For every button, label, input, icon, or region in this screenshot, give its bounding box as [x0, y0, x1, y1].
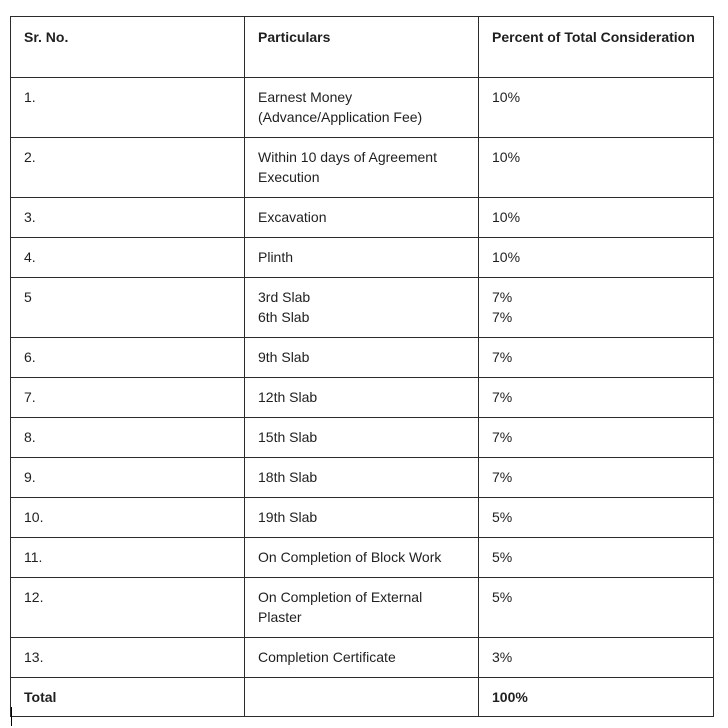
total-percent: 100% — [479, 678, 714, 717]
total-particulars — [245, 678, 479, 717]
percent-cell — [479, 638, 714, 678]
text-cursor — [11, 707, 12, 726]
percent-line: 7% — [492, 389, 513, 405]
sr-no-cell: 7. — [11, 378, 245, 418]
header-particulars: Particulars — [245, 17, 479, 78]
table-row — [11, 78, 714, 138]
particulars-cell — [245, 458, 479, 498]
particulars-cell — [245, 498, 479, 538]
header-row — [11, 17, 714, 78]
percent-cell — [479, 378, 714, 418]
percent-line: 7% — [492, 469, 513, 485]
percent-line: 10% — [492, 149, 521, 165]
percent-cell — [479, 78, 714, 138]
percent-cell — [479, 578, 714, 638]
particulars-line: 18th Slab — [258, 469, 318, 485]
percent-line: 7% — [492, 309, 513, 325]
particulars-line: Excavation — [258, 209, 327, 225]
table-row — [11, 578, 714, 638]
particulars-cell — [245, 78, 479, 138]
header-percent: Percent of Total Consideration — [479, 17, 714, 78]
percent-cell — [479, 458, 714, 498]
percent-line: 7% — [492, 429, 513, 445]
particulars-line: 19th Slab — [258, 509, 318, 525]
sr-no-cell: 10. — [11, 498, 245, 538]
sr-no-cell: 6. — [11, 338, 245, 378]
table-row — [11, 238, 714, 278]
percent-cell — [479, 238, 714, 278]
sr-no-cell: 13. — [11, 638, 245, 678]
sr-no-cell: 1. — [11, 78, 245, 138]
percent-line: 3% — [492, 649, 513, 665]
particulars-line: 15th Slab — [258, 429, 318, 445]
particulars-line: Within 10 days of Agreement — [258, 149, 437, 165]
percent-line: 7% — [492, 349, 513, 365]
particulars-cell — [245, 278, 479, 338]
particulars-cell — [245, 138, 479, 198]
header-sr-no: Sr. No. — [11, 17, 245, 78]
table-row — [11, 458, 714, 498]
sr-no-cell: 4. — [11, 238, 245, 278]
percent-line: 5% — [492, 589, 513, 605]
particulars-cell — [245, 338, 479, 378]
table-row — [11, 278, 714, 338]
table-row — [11, 638, 714, 678]
table-row — [11, 538, 714, 578]
percent-line: 7% — [492, 289, 513, 305]
percent-line: 5% — [492, 509, 513, 525]
sr-no-cell: 5 — [11, 278, 245, 338]
particulars-cell — [245, 578, 479, 638]
table-row — [11, 498, 714, 538]
particulars-line: On Completion of External — [258, 589, 423, 605]
sr-no-cell: 11. — [11, 538, 245, 578]
particulars-line: 12th Slab — [258, 389, 318, 405]
particulars-cell — [245, 198, 479, 238]
sr-no-cell: 8. — [11, 418, 245, 458]
particulars-line: Plinth — [258, 249, 294, 265]
sr-no-cell: 9. — [11, 458, 245, 498]
total-row — [11, 678, 714, 717]
table-row — [11, 138, 714, 198]
total-label: Total — [11, 678, 245, 717]
table-body — [11, 78, 714, 678]
percent-cell — [479, 498, 714, 538]
particulars-line: Plaster — [258, 609, 302, 625]
particulars-line: On Completion of Block Work — [258, 549, 442, 565]
particulars-line: 9th Slab — [258, 349, 310, 365]
percent-cell — [479, 278, 714, 338]
payment-schedule-table — [10, 16, 714, 717]
percent-line: 10% — [492, 249, 521, 265]
table-row — [11, 378, 714, 418]
particulars-line: Execution — [258, 169, 320, 185]
particulars-cell — [245, 538, 479, 578]
percent-line: 10% — [492, 209, 521, 225]
sr-no-cell: 12. — [11, 578, 245, 638]
particulars-cell — [245, 378, 479, 418]
particulars-line: 6th Slab — [258, 309, 310, 325]
table-row — [11, 338, 714, 378]
percent-cell — [479, 198, 714, 238]
particulars-line: Earnest Money — [258, 89, 353, 105]
particulars-line: 3rd Slab — [258, 289, 311, 305]
particulars-cell — [245, 638, 479, 678]
particulars-cell — [245, 418, 479, 458]
particulars-line: (Advance/Application Fee) — [258, 109, 423, 125]
percent-line: 5% — [492, 549, 513, 565]
particulars-line: Completion Certificate — [258, 649, 396, 665]
percent-line: 10% — [492, 89, 521, 105]
percent-cell — [479, 138, 714, 198]
particulars-cell — [245, 238, 479, 278]
percent-cell — [479, 418, 714, 458]
table-row — [11, 418, 714, 458]
sr-no-cell: 2. — [11, 138, 245, 198]
table-row — [11, 198, 714, 238]
sr-no-cell: 3. — [11, 198, 245, 238]
percent-cell — [479, 338, 714, 378]
percent-cell — [479, 538, 714, 578]
